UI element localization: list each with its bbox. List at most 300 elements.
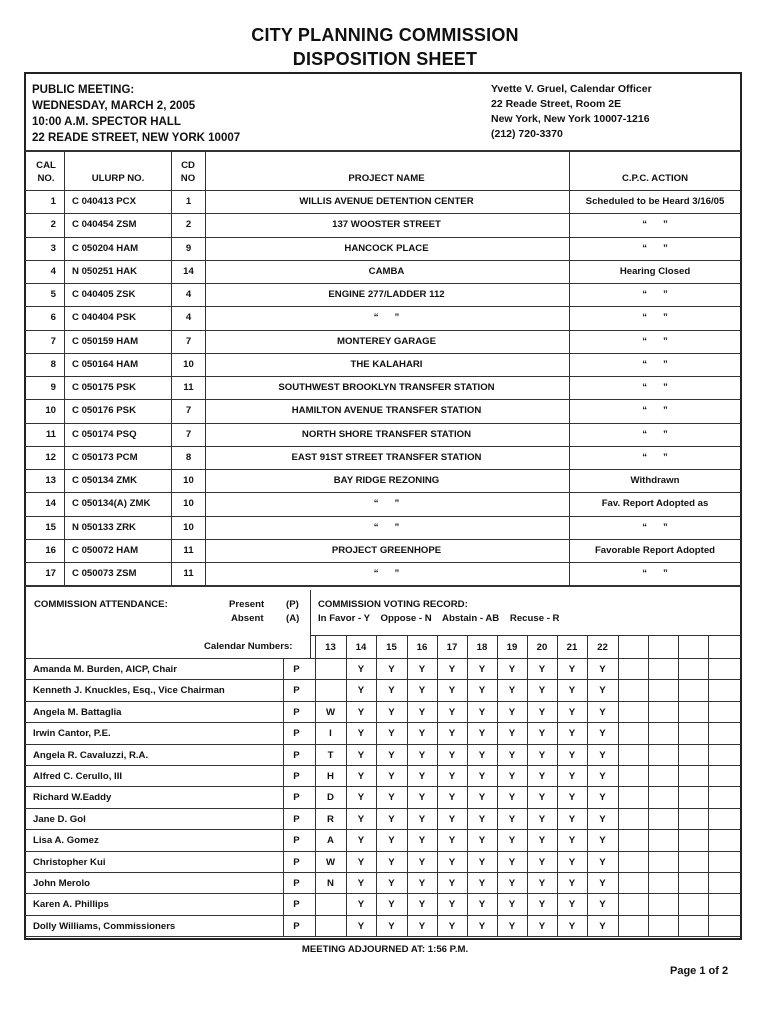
vote-column-divider (587, 635, 588, 936)
col-ulurp: ULURP NO. (91, 173, 145, 184)
cal-no-cell: 13 (45, 475, 56, 486)
present-code: (P) (286, 599, 299, 610)
calendar-number-header: 19 (506, 642, 518, 653)
vote-cell: Y (478, 706, 486, 718)
row-divider (25, 376, 741, 377)
cal-no-cell: 8 (50, 358, 56, 370)
officer-name: Yvette V. Gruel, Calendar Officer (491, 83, 652, 95)
cal-no-cell: 10 (45, 405, 56, 417)
vote-cell: Y (418, 706, 426, 718)
vote-cell: Y (357, 685, 365, 697)
present-label: Present (229, 599, 265, 610)
row-divider (25, 446, 741, 447)
vote-cell: Y (357, 920, 365, 932)
voting-legend: In Favor - Y Oppose - N Abstain - AB Recuse - R (318, 613, 560, 624)
ulurp-no-cell: C 050073 ZSM (72, 568, 137, 579)
cal-no-cell: 16 (45, 544, 56, 556)
vote-cell: T (327, 749, 334, 761)
cal-no-cell: 2 (50, 219, 56, 231)
vote-cell: Y (388, 771, 395, 782)
vote-cell: Y (448, 856, 456, 868)
col-cd-line2: NO (180, 173, 196, 184)
absent-label: Absent (231, 613, 264, 624)
vote-cell: Y (599, 920, 606, 932)
vote-column-divider (497, 635, 498, 936)
attendance-status: P (293, 664, 300, 675)
vote-cell: Y (538, 728, 546, 740)
calendar-number-header: 16 (416, 642, 428, 653)
vote-cell: Y (478, 878, 486, 889)
commissioner-name: Dolly Williams, Commissioners (33, 920, 176, 932)
vote-cell: Y (568, 706, 576, 718)
cd-no-cell: 7 (185, 335, 192, 347)
vote-cell: Y (448, 685, 456, 697)
cpc-action-cell: “ ” (642, 568, 668, 579)
vote-column-divider (346, 635, 347, 936)
vote-cell: Y (599, 664, 606, 675)
cd-no-cell: 7 (185, 428, 192, 440)
cal-no-cell: 1 (50, 196, 56, 207)
cd-no-cell: 11 (183, 382, 194, 393)
vote-cell: Y (538, 899, 546, 911)
col-cd-line1: CD (181, 160, 195, 171)
vote-cell: Y (508, 813, 516, 825)
cpc-action-cell: “ ” (642, 312, 668, 324)
vote-cell: Y (448, 878, 456, 889)
vote-cell: H (327, 771, 334, 782)
meeting-time-place: 10:00 A.M. SPECTOR HALL (32, 116, 181, 128)
row-divider (25, 260, 741, 261)
commissioner-name: Angela R. Cavaluzzi, R.A. (33, 749, 149, 761)
attendance-heading: COMMISSION ATTENDANCE: (34, 599, 168, 610)
cal-no-cell: 3 (50, 242, 56, 254)
ulurp-no-cell: C 050072 HAM (72, 544, 139, 556)
vote-cell: Y (568, 899, 576, 911)
vote-cell: Y (568, 771, 576, 782)
vote-cell: Y (599, 728, 606, 740)
row-divider (25, 213, 741, 214)
ulurp-no-cell: C 050175 PSK (72, 382, 136, 393)
vote-header-top (310, 635, 741, 636)
vote-row-divider (25, 936, 741, 937)
vote-column-divider (376, 635, 377, 936)
vote-cell: D (327, 792, 334, 804)
vote-cell: Y (478, 749, 486, 761)
vote-column-divider (678, 635, 679, 936)
commissioner-name: Karen A. Phillips (33, 899, 109, 911)
cpc-action-cell: Hearing Closed (619, 265, 691, 277)
sheet-subtitle: DISPOSITION SHEET (292, 49, 478, 69)
vote-cell: Y (538, 749, 546, 761)
cpc-action-cell: “ ” (642, 358, 668, 370)
attendance-status: P (293, 813, 300, 825)
col-cd-no (172, 159, 204, 185)
cpc-action-cell: “ ” (642, 335, 668, 347)
vote-cell: Y (478, 771, 486, 782)
vote-cell: Y (357, 749, 365, 761)
vote-cell: Y (418, 664, 426, 675)
vote-cell: Y (568, 813, 576, 825)
vote-cell: Y (478, 813, 486, 825)
vote-cell: Y (599, 685, 606, 697)
vote-cell: Y (357, 792, 365, 804)
meeting-label: PUBLIC MEETING: (32, 84, 135, 96)
vote-cell: W (325, 706, 336, 718)
cd-no-cell: 4 (185, 312, 192, 324)
project-name-cell: HANCOCK PLACE (344, 242, 429, 254)
section-divider (310, 590, 311, 658)
cd-no-cell: 10 (183, 358, 194, 370)
project-name-cell: CAMBA (368, 265, 405, 277)
vote-cell: Y (357, 706, 365, 718)
row-divider (25, 353, 741, 354)
vote-cell: Y (568, 728, 576, 740)
vote-cell: Y (538, 856, 546, 868)
meeting-date: WEDNESDAY, MARCH 2, 2005 (32, 100, 196, 112)
commissioner-name: Angela M. Battaglia (33, 706, 122, 718)
attendance-status: P (293, 878, 300, 889)
vote-row-divider (25, 701, 741, 702)
vote-row-divider (25, 679, 741, 680)
attendance-status: P (293, 856, 300, 868)
ulurp-no-cell: C 040454 ZSM (72, 219, 137, 231)
officer-info (491, 82, 652, 142)
cd-no-cell: 11 (183, 568, 194, 579)
vote-cell: Y (418, 728, 426, 740)
vote-cell: Y (418, 685, 426, 697)
col-cal-no-line2: NO. (37, 173, 55, 184)
cal-no-cell: 12 (45, 451, 56, 463)
cd-no-cell: 14 (183, 265, 194, 277)
project-name-cell: MONTEREY GARAGE (337, 335, 436, 347)
vote-column-divider (315, 635, 316, 936)
vote-column-divider (407, 635, 408, 936)
vote-cell: A (327, 835, 334, 847)
meeting-info (32, 82, 240, 146)
cal-no-cell: 14 (45, 498, 56, 510)
vote-cell: Y (448, 749, 456, 761)
cal-no-cell: 11 (45, 428, 56, 440)
vote-row-divider (25, 829, 741, 830)
cpc-action-cell: “ ” (642, 382, 668, 393)
vote-row-divider (25, 808, 741, 809)
vote-cell: Y (568, 920, 576, 932)
commissioner-name: Amanda M. Burden, AICP, Chair (33, 664, 177, 675)
vote-cell: Y (448, 771, 456, 782)
vote-cell: Y (508, 728, 516, 740)
vote-column-divider (437, 635, 438, 936)
project-name-cell: WILLIS AVENUE DETENTION CENTER (299, 196, 474, 207)
ulurp-no-cell: N 050251 HAK (72, 265, 138, 277)
officer-address: 22 Reade Street, Room 2E (491, 98, 622, 110)
vote-cell: Y (478, 856, 486, 868)
attendance-status: P (293, 749, 300, 761)
vote-row-divider (25, 786, 741, 787)
commissioner-name: Kenneth J. Knuckles, Esq., Vice Chairman (33, 685, 225, 697)
vote-cell: Y (538, 920, 546, 932)
row-divider (25, 585, 741, 587)
cpc-action-cell: “ ” (642, 405, 668, 417)
vote-cell: Y (357, 771, 365, 782)
cal-no-cell: 9 (50, 382, 56, 393)
officer-city: New York, New York 10007-1216 (491, 113, 650, 125)
vote-cell: Y (418, 749, 426, 761)
vote-row-divider (25, 893, 741, 894)
ulurp-no-cell: C 050174 PSQ (72, 428, 137, 440)
vote-cell: Y (388, 685, 395, 697)
cd-no-cell: 8 (185, 451, 192, 463)
vote-cell: Y (388, 664, 395, 675)
vote-column-divider (467, 635, 468, 936)
cd-no-cell: 2 (185, 219, 192, 231)
vote-cell: Y (357, 856, 365, 868)
commissioner-name: Alfred C. Cerullo, III (33, 771, 123, 782)
row-divider (25, 539, 741, 540)
attendance-status: P (293, 792, 300, 804)
vote-cell: Y (538, 664, 546, 675)
vote-cell: Y (538, 813, 546, 825)
commissioner-name: John Merolo (33, 878, 91, 889)
vote-column-divider (708, 635, 709, 936)
vote-cell: Y (357, 728, 365, 740)
cpc-action-cell: “ ” (642, 428, 668, 440)
vote-cell: Y (508, 878, 516, 889)
project-name-cell: THE KALAHARI (350, 358, 423, 370)
cpc-action-cell: Withdrawn (630, 475, 680, 486)
vote-row-divider (25, 722, 741, 723)
cd-no-cell: 4 (185, 289, 192, 300)
page-number: Page 1 of 2 (670, 965, 729, 977)
vote-cell: Y (388, 706, 395, 718)
vote-cell: Y (568, 878, 576, 889)
cpc-action-cell: “ ” (642, 289, 668, 300)
attendance-status: P (293, 771, 300, 782)
vote-cell: Y (478, 792, 486, 804)
vote-cell: Y (508, 899, 516, 911)
calendar-number-header: 13 (325, 642, 336, 653)
meeting-address: 22 READE STREET, NEW YORK 10007 (32, 132, 241, 144)
vote-row-divider (25, 744, 741, 745)
vote-cell: N (327, 878, 334, 889)
commissioner-name: Richard W.Eaddy (33, 792, 112, 804)
vote-cell: Y (388, 856, 395, 868)
vote-cell: Y (568, 664, 576, 675)
cpc-action-cell: “ ” (642, 451, 668, 463)
vote-cell: R (327, 813, 334, 825)
vote-cell: Y (538, 878, 546, 889)
vote-cell: W (325, 856, 336, 868)
row-divider (25, 306, 741, 307)
row-divider (25, 330, 741, 331)
officer-phone: (212) 720-3370 (491, 128, 563, 140)
vote-cell: Y (568, 749, 576, 761)
cpc-action-cell: “ ” (642, 242, 668, 254)
calendar-number-header: 21 (566, 642, 578, 653)
vote-cell: Y (508, 920, 516, 932)
vote-cell: Y (599, 899, 606, 911)
project-name-cell: PROJECT GREENHOPE (331, 544, 442, 556)
calendar-number-header: 15 (386, 642, 397, 653)
vote-cell: Y (448, 706, 456, 718)
ulurp-no-cell: C 050159 HAM (72, 335, 139, 347)
vote-cell: Y (448, 728, 456, 740)
vote-cell: Y (388, 728, 395, 740)
vote-cell: Y (388, 835, 395, 847)
vote-cell: Y (448, 792, 456, 804)
vote-cell: Y (357, 899, 365, 911)
vote-row-divider (25, 872, 741, 873)
vote-cell: Y (538, 835, 546, 847)
vote-cell: Y (388, 749, 395, 761)
header-divider (25, 150, 741, 152)
cd-no-cell: 10 (183, 521, 194, 533)
vote-row-divider (25, 851, 741, 852)
vote-cell: Y (418, 899, 426, 911)
cd-no-cell: 10 (183, 498, 194, 510)
vote-cell: Y (599, 835, 606, 847)
vote-cell: Y (599, 792, 606, 804)
project-name-cell: HAMILTON AVENUE TRANSFER STATION (291, 405, 482, 417)
row-divider (25, 283, 741, 284)
cal-no-cell: 17 (45, 568, 56, 579)
vote-cell: Y (538, 771, 546, 782)
vote-cell: Y (599, 749, 606, 761)
ulurp-no-cell: C 050164 HAM (72, 358, 139, 370)
vote-cell: Y (357, 835, 365, 847)
project-name-cell: ENGINE 277/LADDER 112 (328, 289, 445, 300)
row-divider (25, 399, 741, 400)
cal-no-cell: 6 (50, 312, 56, 324)
row-divider (25, 516, 741, 517)
vote-cell: Y (508, 685, 516, 697)
attendance-status: P (293, 920, 300, 932)
cal-no-cell: 4 (50, 265, 56, 277)
vote-column-divider (648, 635, 649, 936)
ulurp-no-cell: N 050133 ZRK (72, 521, 136, 533)
calendar-number-header: 14 (355, 642, 367, 653)
absent-code: (A) (286, 613, 300, 624)
project-name-cell: SOUTHWEST BROOKLYN TRANSFER STATION (278, 382, 495, 393)
row-divider (25, 562, 741, 563)
ulurp-no-cell: C 040413 PCX (72, 196, 136, 207)
vote-cell: Y (448, 664, 456, 675)
vote-cell: Y (508, 706, 516, 718)
attendance-status: P (293, 706, 300, 718)
vote-cell: Y (448, 813, 456, 825)
vote-cell: Y (418, 878, 426, 889)
cd-no-cell: 10 (183, 475, 194, 486)
vote-cell: Y (418, 771, 426, 782)
project-name-cell: BAY RIDGE REZONING (333, 475, 440, 486)
calendar-number-header: 22 (597, 642, 608, 653)
column-divider (64, 150, 65, 585)
vote-cell: Y (418, 792, 426, 804)
vote-cell: Y (508, 771, 516, 782)
cpc-action-cell: Fav. Report Adopted as (601, 498, 709, 510)
project-name-cell: “ ” (373, 521, 400, 533)
vote-cell: Y (508, 792, 516, 804)
commissioner-name: Jane D. Gol (33, 813, 86, 825)
vote-cell: Y (508, 664, 516, 675)
vote-cell: Y (508, 749, 516, 761)
project-name-cell: “ ” (373, 312, 400, 324)
vote-cell: Y (478, 920, 486, 932)
vote-cell: Y (418, 835, 426, 847)
column-header-divider (25, 190, 741, 191)
cd-no-cell: 9 (185, 242, 192, 254)
vote-cell: Y (357, 878, 365, 889)
row-divider (25, 237, 741, 238)
cal-no-cell: 5 (50, 289, 56, 300)
vote-cell: Y (448, 899, 456, 911)
calendar-numbers-label: Calendar Numbers: (204, 641, 293, 652)
ulurp-no-cell: C 050134(A) ZMK (72, 498, 151, 510)
attendance-status: P (293, 899, 300, 911)
project-name-cell: “ ” (373, 498, 400, 510)
vote-cell: Y (599, 706, 606, 718)
project-name-cell: 137 WOOSTER STREET (332, 219, 441, 231)
sheet-title: CITY PLANNING COMMISSION (251, 25, 519, 45)
vote-cell: Y (388, 792, 395, 804)
row-divider (25, 469, 741, 470)
vote-column-divider (557, 635, 558, 936)
vote-cell: Y (357, 664, 365, 675)
commissioner-name: Christopher Kui (33, 856, 106, 868)
vote-cell: Y (357, 813, 365, 825)
row-divider (25, 423, 741, 424)
attendance-status: P (293, 835, 300, 847)
cpc-action-cell: Favorable Report Adopted (594, 544, 716, 556)
vote-header-bottom (25, 658, 741, 659)
attendance-status: P (293, 685, 300, 697)
vote-cell: Y (508, 835, 516, 847)
vote-cell: Y (599, 771, 606, 782)
calendar-number-header: 18 (476, 642, 488, 653)
vote-cell: Y (478, 835, 486, 847)
row-divider (25, 492, 741, 493)
vote-cell: Y (568, 835, 576, 847)
vote-cell: Y (418, 920, 426, 932)
attendance-status: P (293, 728, 300, 740)
vote-cell: Y (388, 920, 395, 932)
vote-cell: Y (478, 899, 486, 911)
col-cal-no (30, 159, 62, 185)
project-name-cell: NORTH SHORE TRANSFER STATION (301, 428, 472, 440)
cd-no-cell: 11 (183, 544, 194, 556)
vote-cell: Y (568, 792, 576, 804)
vote-cell: Y (448, 835, 456, 847)
cpc-action-cell: “ ” (642, 521, 668, 533)
cal-no-cell: 7 (50, 335, 56, 347)
ulurp-no-cell: C 040404 PSK (72, 312, 136, 324)
vote-cell: Y (568, 685, 576, 697)
project-name-cell: “ ” (373, 568, 400, 579)
col-cal-no-line1: CAL (36, 160, 56, 171)
cpc-action-cell: “ ” (642, 219, 668, 231)
vote-cell: Y (418, 813, 426, 825)
vote-cell: Y (599, 813, 606, 825)
calendar-number-header: 17 (446, 642, 458, 653)
calendar-number-header: 20 (536, 642, 548, 653)
commissioner-name: Lisa A. Gomez (33, 835, 99, 847)
cd-no-cell: 1 (185, 196, 192, 207)
vote-cell: Y (568, 856, 576, 868)
vote-cell: Y (538, 685, 546, 697)
vote-cell: Y (388, 878, 395, 889)
vote-cell: Y (418, 856, 426, 868)
vote-row-divider (25, 915, 741, 916)
ulurp-no-cell: C 050176 PSK (72, 405, 136, 417)
